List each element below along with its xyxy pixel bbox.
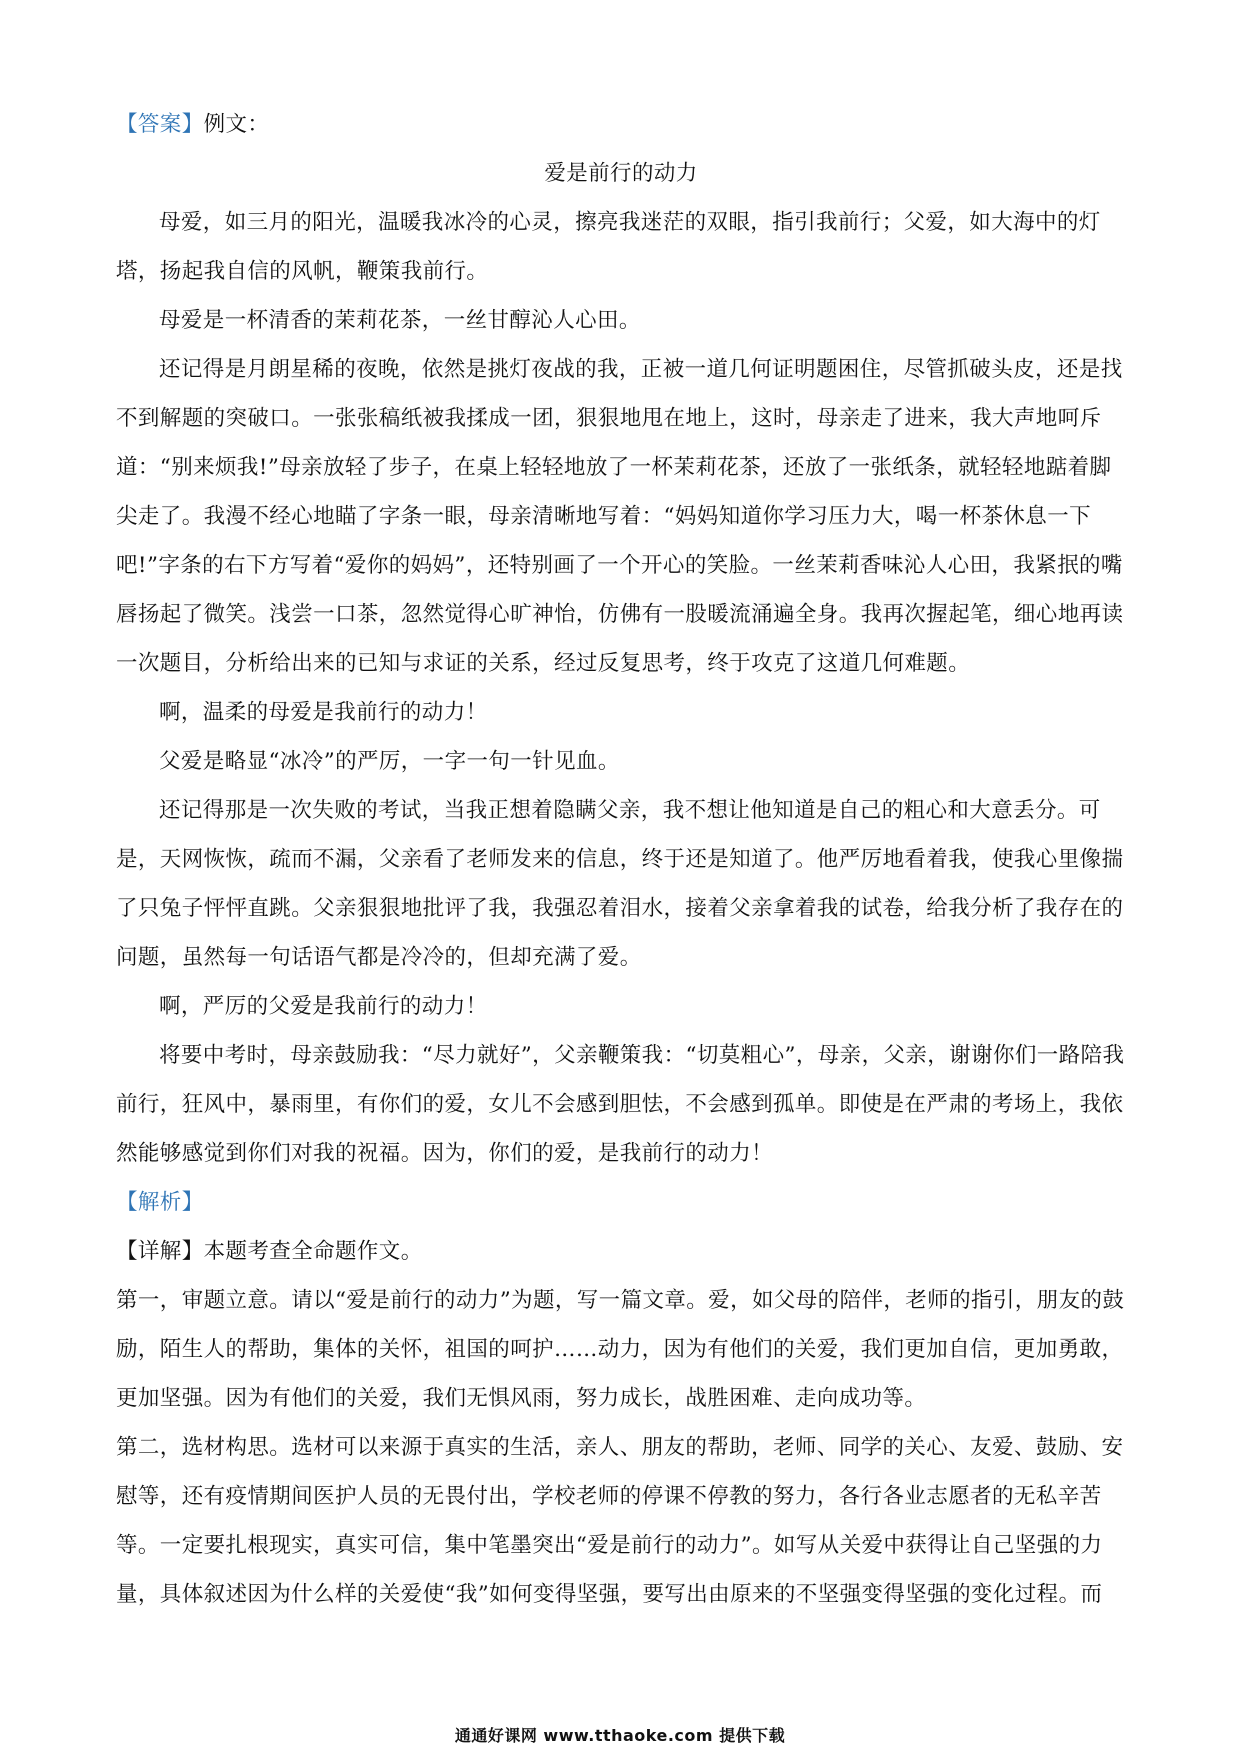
- essay-paragraph: 啊，严厉的父爱是我前行的动力！: [159, 994, 488, 1019]
- analysis-heading: [116, 1178, 1126, 1227]
- explanation-paragraph: 第二，选材构思。选材可以来源于真实的生活，亲人、朋友的帮助，老师、同学的关心、友爱、鼓励、安慰等，还有疫情期间医护人员的无畏付出，学校老师的停课不停教的努力，各行各业志愿者的无私辛苦等。一定要扎根现实，真实可信，集中笔墨突出“爱是前行的动力”。如写从关爱中获得让自己坚强的力量，具体叙述因为什么样的关爱使“我”如何变得坚强，要写出由原来的不坚强变得坚强的变化过程。而: [116, 1435, 1124, 1607]
- essay-paragraph: 还记得那是一次失败的考试，当我正想着隐瞒父亲，我不想让他知道是自己的粗心和大意丢分。可是，天网恢恢，疏而不漏，父亲看了老师发来的信息，终于还是知道了。他严厉地看着我，使我心里像揣了只兔子怦怦直跳。父亲狠狠地批评了我，我强忍着泪水，接着父亲拿着我的试卷，给我分析了我存在的问题，虽然每一句话语气都是冷冷的，但却充满了爱。: [116, 798, 1124, 970]
- detail-label: 【详解】: [116, 1239, 204, 1264]
- answer-label: 【答案】: [116, 112, 204, 137]
- answer-heading: [116, 100, 1126, 149]
- page-footer: 通通好课网 www.tthaoke.com 提供下载: [454, 1726, 786, 1745]
- essay-paragraph: 将要中考时，母亲鼓励我：“尽力就好”，父亲鞭策我：“切莫粗心”，母亲，父亲，谢谢你们一路陪我前行，狂风中，暴雨里，有你们的爱，女儿不会感到胆怯，不会感到孤单。即使是在严肃的考场上，我依然能够感觉到你们对我的祝福。因为，你们的爱，是我前行的动力！: [116, 1043, 1125, 1166]
- essay-paragraph: 母爱是一杯清香的茉莉花茶，一丝甘醇沁人心田。: [159, 308, 641, 333]
- essay-paragraph: 母爱，如三月的阳光，温暖我冰冷的心灵，擦亮我迷茫的双眼，指引我前行；父爱，如大海中的灯塔，扬起我自信的风帆，鞭策我前行。: [116, 210, 1101, 284]
- essay-title: 爱是前行的动力: [544, 161, 698, 186]
- essay-paragraph: 还记得是月朗星稀的夜晚，依然是挑灯夜战的我，正被一道几何证明题困住，尽管抓破头皮，还是找不到解题的突破口。一张张稿纸被我揉成一团，狠狠地甩在地上，这时，母亲走了进来，我大声地呵斥道：“别来烦我!”母亲放轻了步子，在桌上轻轻地放了一杯茉莉花茶，还放了一张纸条，就轻轻地踮着脚尖走了。我漫不经心地瞄了字条一眼，母亲清晰地写着：“妈妈知道你学习压力大，喝一杯茶休息一下吧!”字条的右下方写着“爱你的妈妈”，还特别画了一个开心的笑脸。一丝茉莉香味沁人心田，我紧抿的嘴唇扬起了微笑。浅尝一口茶，忽然觉得心旷神怡，仿佛有一股暖流涌遍全身。我再次握起笔，细心地再读一次题目，分析给出来的已知与求证的关系，经过反复思考，终于攻克了这道几何难题。: [116, 357, 1124, 676]
- detail-text: 本题考查全命题作文。: [203, 1239, 423, 1264]
- explanation-paragraph: 第一，审题立意。请以“爱是前行的动力”为题，写一篇文章。爱，如父母的陪伴，老师的指引，朋友的鼓励，陌生人的帮助，集体的关怀，祖国的呵护……动力，因为有他们的关爱，我们更加自信，更加勇敢，更加坚强。因为有他们的关爱，我们无惧风雨，努力成长，战胜困难、走向成功等。: [116, 1288, 1125, 1411]
- detail-heading: [116, 1227, 1126, 1276]
- analysis-label: 【解析】: [116, 1190, 204, 1215]
- essay-paragraph: 父爱是略显“冰冷”的严厉，一字一句一针见血。: [159, 749, 620, 774]
- document-body: [116, 100, 1126, 1619]
- answer-suffix: 例文：: [203, 112, 270, 137]
- essay-paragraph: 啊，温柔的母爱是我前行的动力！: [159, 700, 488, 725]
